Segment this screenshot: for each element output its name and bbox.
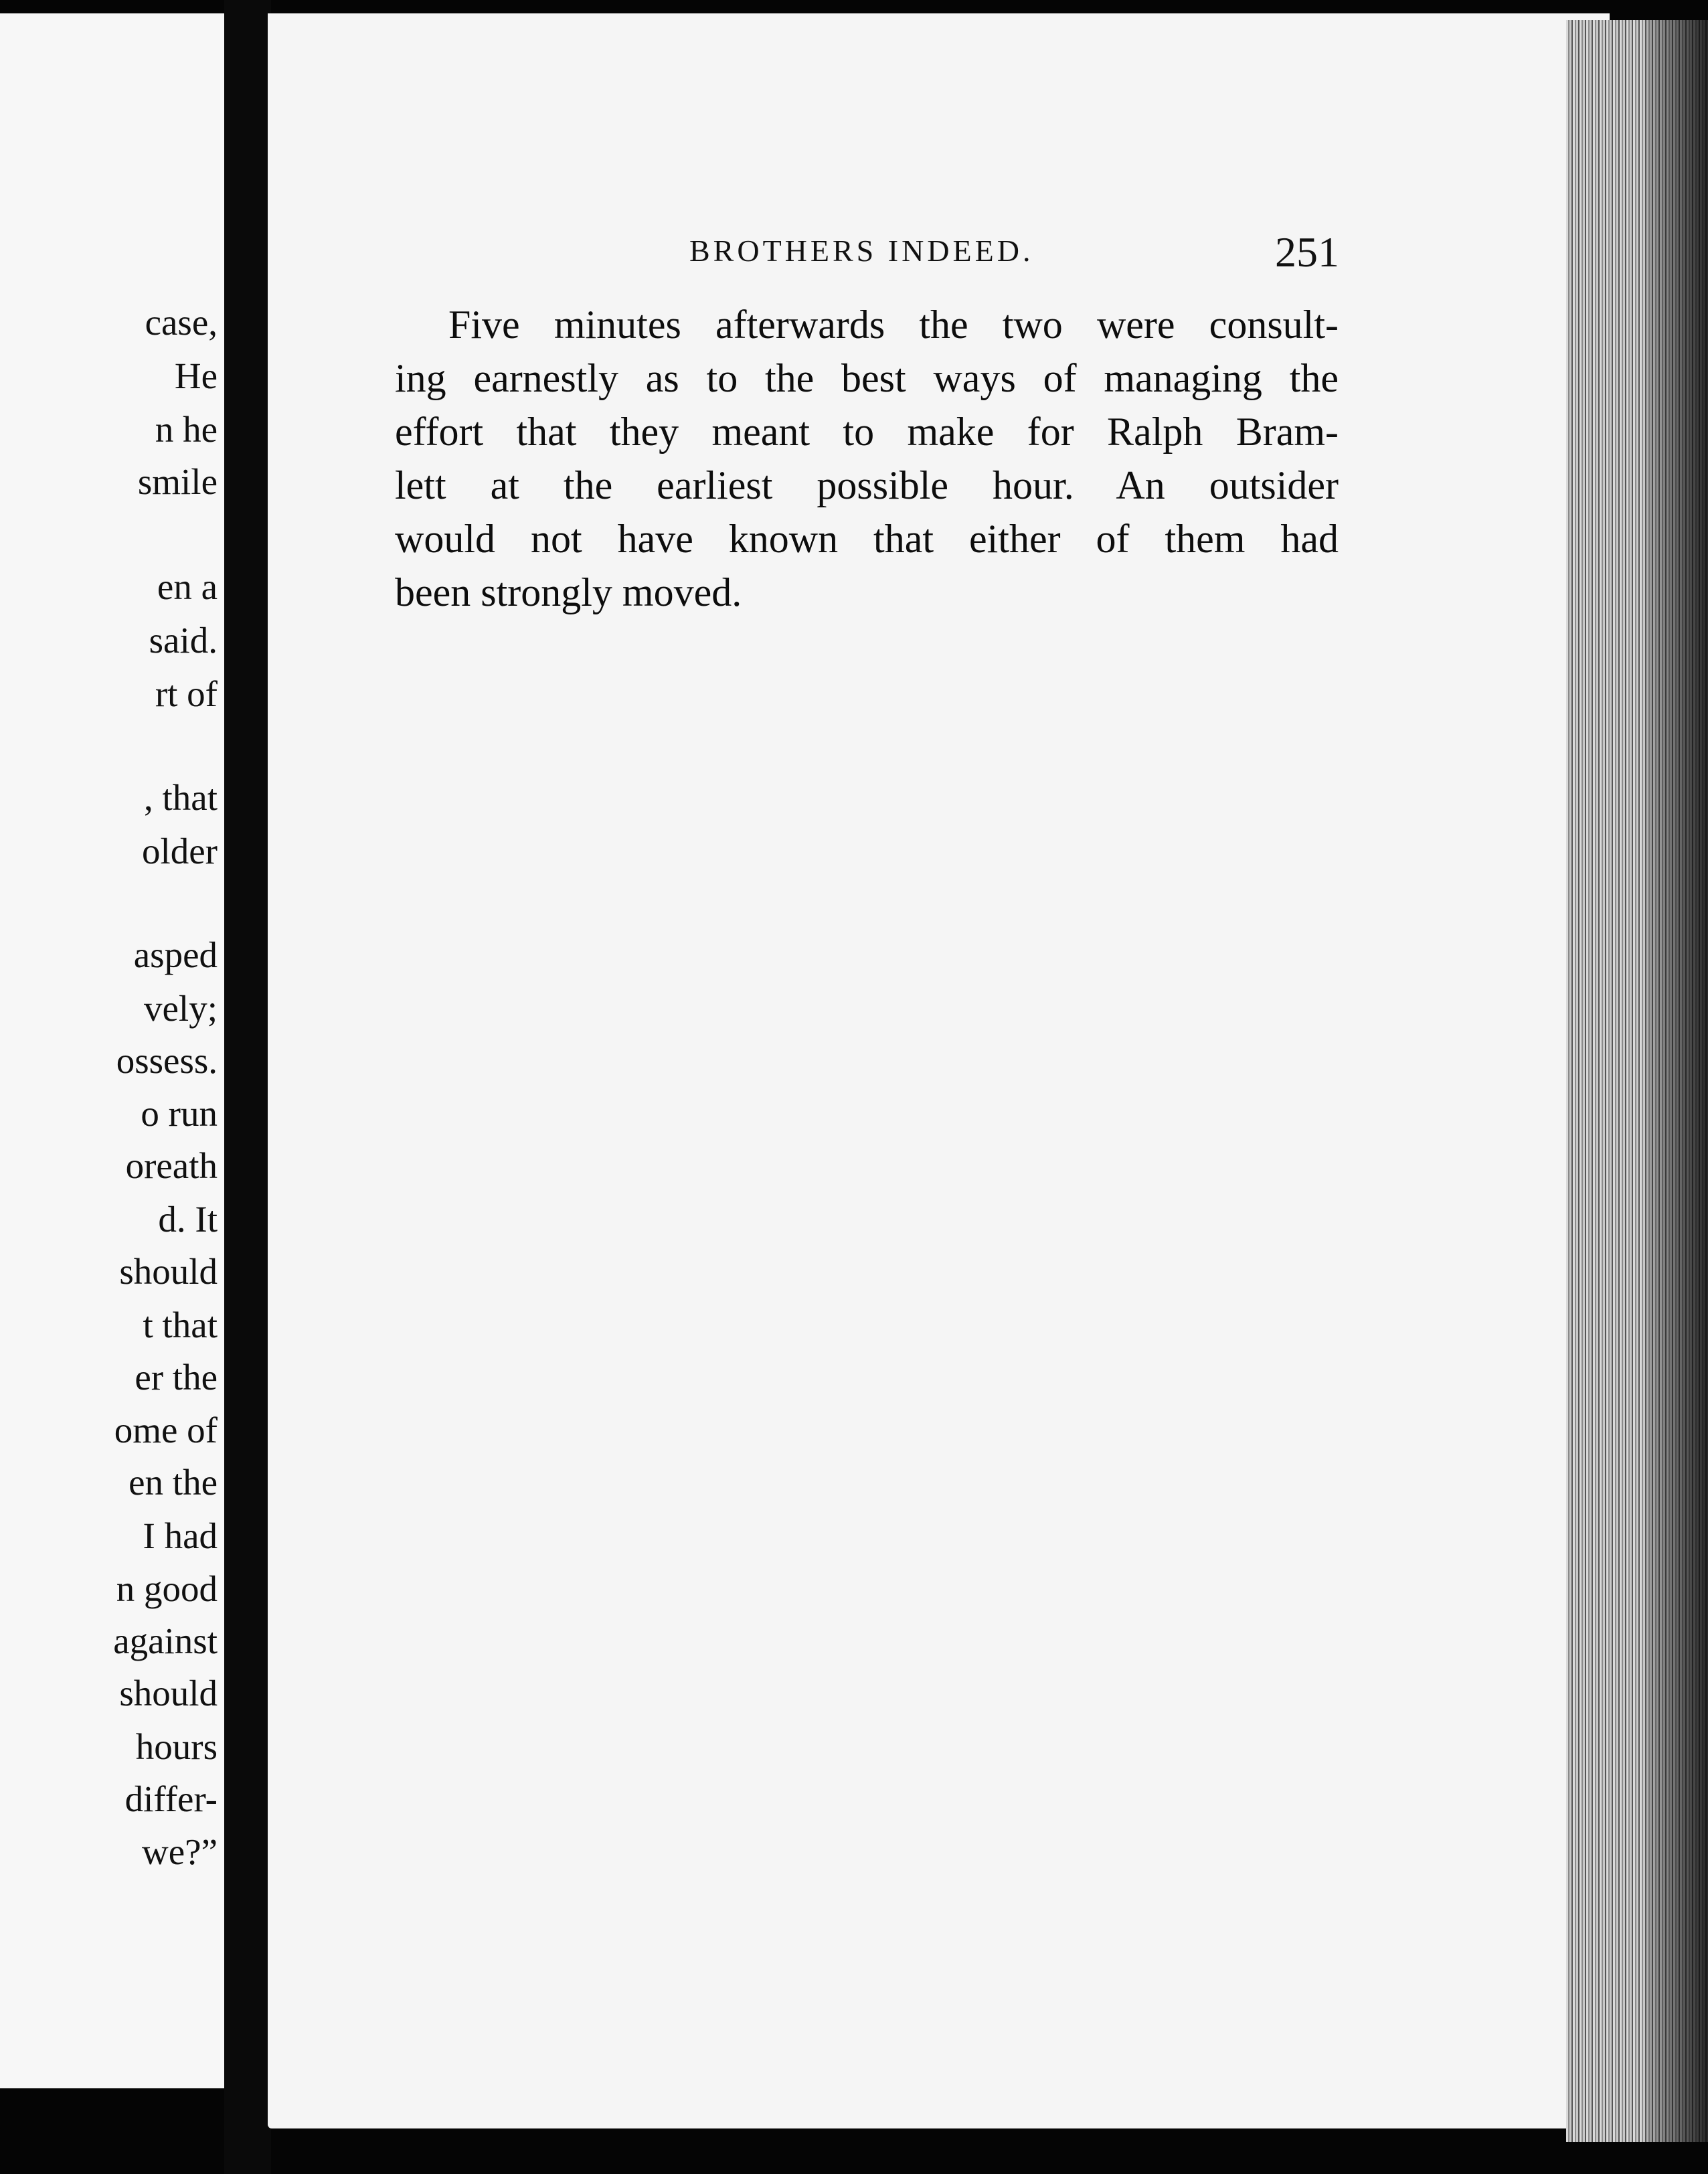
book-gutter xyxy=(224,0,271,2174)
left-page-line: He xyxy=(174,355,218,396)
left-page-line: smile xyxy=(137,461,218,502)
body-line: lett at the earliest possible hour. An outsider xyxy=(395,463,1339,507)
left-page-line: , that xyxy=(144,777,218,818)
left-page-line: o run xyxy=(141,1093,218,1134)
left-page-line: ossess. xyxy=(116,1040,218,1081)
left-page-line: n he xyxy=(155,409,218,450)
left-page-line: oreath xyxy=(125,1145,218,1186)
left-page-line: vely; xyxy=(144,988,218,1029)
left-page-line: ome of xyxy=(114,1410,218,1450)
left-page-line: we?” xyxy=(142,1831,218,1872)
page-edges xyxy=(1566,20,1708,2142)
left-page-line: differ- xyxy=(124,1778,218,1819)
left-page-line: hours xyxy=(135,1726,218,1767)
left-page-line: d. It xyxy=(158,1199,218,1240)
left-page-line: en a xyxy=(157,566,218,607)
running-head: BROTHERS INDEED. xyxy=(689,234,1034,268)
left-page-line: asped xyxy=(133,934,218,975)
body-line: ing earnestly as to the best ways of managing the xyxy=(395,356,1339,400)
left-page-line: rt of xyxy=(155,673,218,714)
left-page-line: older xyxy=(141,831,218,871)
body-line: been strongly moved. xyxy=(395,570,742,614)
left-page-line: en the xyxy=(129,1462,218,1503)
left-page-line: er the xyxy=(135,1357,218,1398)
left-page-line: should xyxy=(119,1251,218,1292)
body-paragraph xyxy=(395,298,1339,619)
left-page-line: should xyxy=(119,1673,218,1713)
left-page-line: said. xyxy=(149,620,218,661)
body-line: Five minutes afterwards the two were consult- xyxy=(448,303,1339,347)
body-line: would not have known that either of them had xyxy=(395,517,1339,561)
body-line: effort that they meant to make for Ralph Bram- xyxy=(395,410,1339,454)
page-number: 251 xyxy=(1275,228,1339,276)
left-page-line: n good xyxy=(116,1568,218,1609)
left-page-line: case, xyxy=(145,302,218,343)
left-page-line: t that xyxy=(143,1305,218,1345)
left-page-line: against xyxy=(113,1620,218,1661)
left-page-line: I had xyxy=(143,1515,218,1556)
left-page-fragment xyxy=(0,13,227,2088)
